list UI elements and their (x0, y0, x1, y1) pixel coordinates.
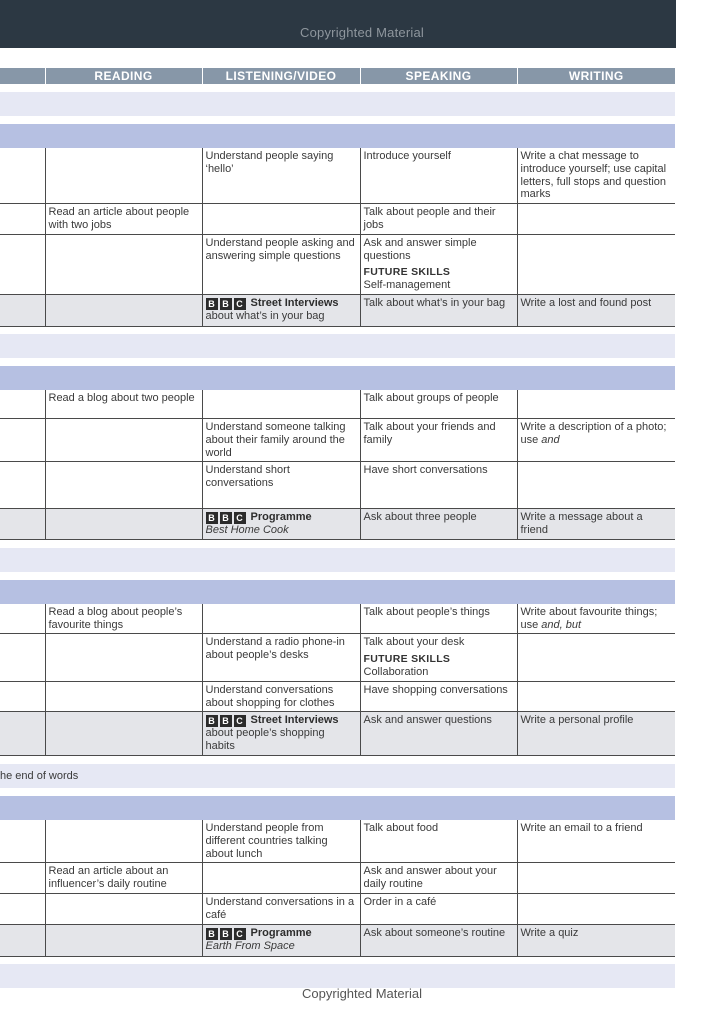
section-band (0, 548, 675, 572)
speaking-cell: Ask about someone’s routine (360, 924, 517, 956)
future-skill: Self-management (363, 279, 451, 292)
table-row (0, 863, 675, 894)
header-row (0, 68, 675, 84)
speaking-cell: Talk about your friends and family (360, 418, 517, 461)
speaking-cell: Have short conversations (360, 462, 517, 509)
speaking-text: Ask and answer simple questions (363, 236, 477, 262)
table-row (0, 820, 675, 863)
speaking-cell: Talk about people and their jobs (360, 204, 517, 235)
video-cell (202, 924, 360, 956)
speaking-cell: Ask about three people (360, 509, 517, 540)
unit-band (0, 366, 675, 390)
section-band (0, 964, 675, 988)
listening-cell: Understand people saying ‘hello’ (202, 148, 360, 204)
section-band (0, 334, 675, 358)
video-cell (202, 294, 360, 326)
unit-band (0, 796, 675, 820)
speaking-cell: Ask and answer about your daily routine (360, 863, 517, 894)
bbc-logo: B B C Programme (206, 511, 312, 523)
table-row (0, 294, 675, 326)
video-desc: about people’s shopping habits (205, 727, 325, 753)
unit-band (0, 124, 675, 148)
speaking-cell: Have shopping conversations (360, 681, 517, 712)
listening-cell: Understand a radio phone-in about people’s desks (202, 634, 360, 681)
future-skills-label: FUTURE SKILLS (363, 653, 451, 666)
video-desc: Best Home Cook (205, 524, 289, 537)
table-row (0, 204, 675, 235)
speaking-text: Talk about your desk (363, 636, 465, 649)
table-row (0, 234, 675, 294)
speaking-cell: Talk about food (360, 820, 517, 863)
header-reading: READING (45, 68, 202, 84)
bbc-logo: B B C Street Interviews (206, 714, 339, 726)
listening-cell: Understand someone talking about their family around the world (202, 418, 360, 461)
reading-cell: Read an article about people with two jobs (45, 204, 202, 235)
speaking-cell: Introduce yourself (360, 148, 517, 204)
table-row (0, 681, 675, 712)
header-speaking: SPEAKING (360, 68, 517, 84)
pronunciation-note: he end of words (0, 769, 79, 782)
table-row (0, 712, 675, 756)
unit-band (0, 580, 675, 604)
speaking-cell (360, 634, 517, 681)
video-cell (202, 712, 360, 756)
table-row (0, 148, 675, 204)
speaking-cell (360, 234, 517, 294)
writing-cell: Write a description of a photo; use and (517, 418, 675, 461)
future-skill: Collaboration (363, 666, 429, 679)
table-row (0, 634, 675, 681)
table-row (0, 390, 675, 418)
reading-cell: Read an article about an influencer’s daily routine (45, 863, 202, 894)
table-row (0, 418, 675, 461)
section-band (0, 92, 675, 116)
section-band (0, 764, 675, 788)
top-banner (0, 0, 676, 48)
header-writing: WRITING (517, 68, 675, 84)
watermark-top: Copyrighted Material (300, 25, 424, 40)
bbc-logo: B B C Programme (206, 927, 312, 939)
table-row (0, 893, 675, 924)
writing-cell: Write a quiz (517, 924, 675, 956)
listening-cell: Understand people from different countries talking about lunch (202, 820, 360, 863)
reading-cell: Read a blog about people’s favourite things (45, 604, 202, 634)
writing-cell: Write a message about a friend (517, 509, 675, 540)
speaking-cell: Talk about people’s things (360, 604, 517, 634)
writing-cell: Write a chat message to introduce yourself; use capital letters, full stops and question marks (517, 148, 675, 204)
table-row (0, 604, 675, 634)
table-row (0, 509, 675, 540)
video-cell (202, 509, 360, 540)
speaking-cell: Order in a café (360, 893, 517, 924)
syllabus-table (0, 68, 675, 988)
writing-cell: Write an email to a friend (517, 820, 675, 863)
speaking-cell: Talk about what’s in your bag (360, 294, 517, 326)
table-row (0, 924, 675, 956)
video-desc: Earth From Space (205, 939, 295, 952)
bbc-logo: B B C Street Interviews (206, 297, 339, 309)
header-listening: LISTENING/VIDEO (202, 68, 360, 84)
table-row (0, 462, 675, 509)
future-skills-label: FUTURE SKILLS (363, 266, 451, 279)
writing-cell: Write a personal profile (517, 712, 675, 756)
listening-cell: Understand conversations about shopping for clothes (202, 681, 360, 712)
watermark-bottom: Copyrighted Material (302, 986, 422, 1001)
header-blank (0, 68, 45, 84)
writing-cell: Write a lost and found post (517, 294, 675, 326)
video-desc: about what’s in your bag (205, 309, 325, 322)
listening-cell: Understand short conversations (202, 462, 360, 509)
speaking-cell: Talk about groups of people (360, 390, 517, 418)
listening-cell: Understand people asking and answering simple questions (202, 234, 360, 294)
reading-cell: Read a blog about two people (45, 390, 202, 418)
speaking-cell: Ask and answer questions (360, 712, 517, 756)
listening-cell: Understand conversations in a café (202, 893, 360, 924)
writing-cell: Write about favourite things; use and, but (517, 604, 675, 634)
